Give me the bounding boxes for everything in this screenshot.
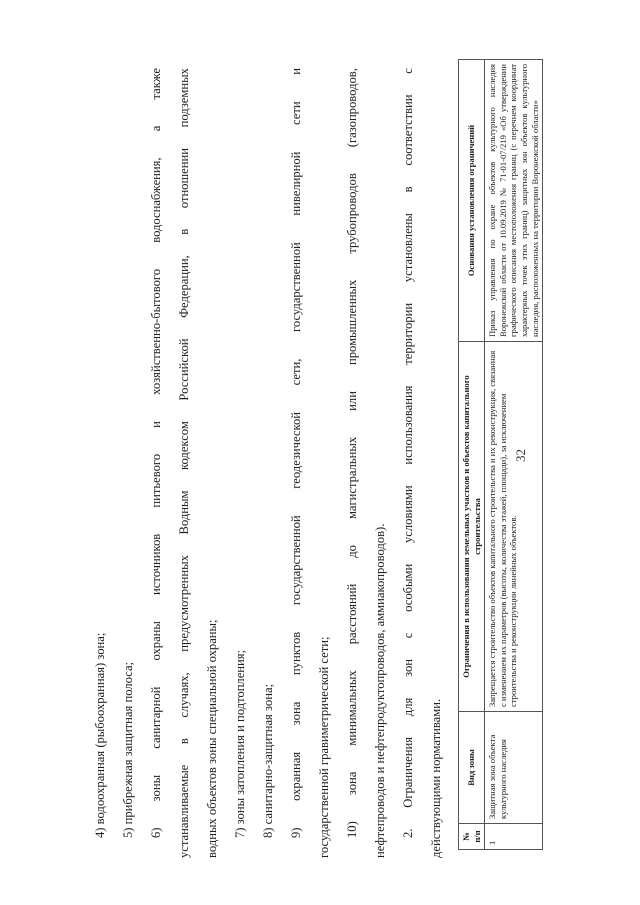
word: условиями	[401, 485, 415, 544]
header-restrictions: Ограничения в использовании земельных участков и объектов капитального строительства	[459, 342, 485, 712]
table-row	[485, 60, 543, 850]
word: случаях,	[177, 672, 191, 718]
page-number: 32	[513, 449, 528, 462]
list-item-9-line-1	[284, 68, 309, 838]
list-item-5: 5) прибрежная защитная полоса;	[121, 661, 135, 838]
rotated-landscape-content	[66, 53, 576, 858]
word: или	[345, 391, 359, 411]
paragraph-2-line-2: действующими нормативами.	[429, 698, 443, 858]
cell-restrictions: Запрещается строительство объектов капитального строительства и их реконструкция, связанная с изменением их параметров (высоты, количества этажей, площади), за исключением строительства и реконструкции линейных объектов.	[485, 342, 543, 712]
word: 2.	[401, 828, 415, 838]
word: с	[401, 68, 415, 74]
word: Ограничения	[401, 736, 415, 808]
word: для	[401, 697, 415, 717]
word: с	[401, 632, 415, 639]
restrictions-table	[458, 59, 543, 850]
header-zone: Вид зоны	[459, 712, 485, 824]
word: питьевого	[149, 453, 163, 508]
word: Российской	[177, 338, 191, 401]
word: особыми	[401, 563, 415, 612]
word: отношении	[177, 148, 191, 209]
cell-num: 1	[485, 824, 543, 850]
word: сети	[289, 101, 303, 125]
word: государственной	[289, 515, 303, 606]
table-header-row	[459, 60, 485, 850]
word: сети,	[289, 358, 303, 386]
word: до	[345, 545, 359, 558]
list-item-9-line-2: государственной гравиметрической сети;	[317, 636, 331, 858]
word: магистральных	[345, 436, 359, 519]
word: водоснабжения,	[149, 157, 163, 243]
word: устанавливаемые	[177, 764, 191, 858]
word: 10)	[345, 821, 359, 838]
word: государственной	[289, 242, 303, 333]
word: зоны	[149, 774, 163, 802]
word: зон	[401, 658, 415, 677]
word: установлены	[401, 213, 415, 283]
word: расстояний	[345, 583, 359, 645]
list-item-10-line-2: нефтепроводов и нефтепродуктопроводов, аммиакопроводов).	[373, 523, 387, 858]
list-item-4: 4) водоохранная (рыбоохранная) зона;	[93, 632, 107, 838]
header-basis: Основания установления ограничений	[459, 60, 485, 342]
word: предусмотренных	[177, 555, 191, 652]
list-item-6-line-1	[144, 68, 169, 838]
word: трубопроводов	[345, 173, 359, 254]
word: зона	[289, 701, 303, 726]
word: минимальных	[345, 670, 359, 746]
list-item-7: 7) зоны затопления и подтопления;	[233, 649, 247, 838]
cell-zone: Защитная зона объекта культурного наследия	[485, 712, 543, 824]
paragraph-2-line-1	[396, 68, 421, 838]
word: и	[149, 421, 163, 428]
word: использования	[401, 385, 415, 465]
list-item-6-line-2	[172, 68, 197, 858]
list-item-6-line-3: водных объектов зоны специальной охраны;	[205, 619, 219, 858]
word: Федерации,	[177, 255, 191, 318]
list-item-8: 8) санитарно-защитная зона;	[261, 683, 275, 838]
cell-basis: Приказ управления по охране объектов культурного наследия Воронежской области от 10.09.2019 № 71-01-07/219 «Об утверждении графического описания местоположения границ (с перечнем координат характерных точек этих границ) защитных зон объектов культурного наследия, расположенных на территории Воронежской области»	[485, 60, 543, 342]
word: охранная	[289, 751, 303, 801]
word: источников	[149, 533, 163, 595]
word: геодезической	[289, 412, 303, 489]
word: и	[289, 68, 303, 75]
word: 9)	[289, 827, 303, 838]
word: территории	[401, 302, 415, 365]
word: хозяйственно-бытового	[149, 268, 163, 395]
word: в	[177, 228, 191, 235]
word: соответствии	[401, 94, 415, 166]
word: подземных	[177, 68, 191, 128]
header-num: № п/п	[459, 824, 485, 850]
word: Водным	[177, 490, 191, 535]
word: а	[149, 125, 163, 132]
word: также	[149, 68, 163, 100]
word: зона	[345, 771, 359, 796]
word: промышленных	[345, 279, 359, 366]
word: санитарной	[149, 686, 163, 749]
word: нивелирной	[289, 151, 303, 216]
word: в	[177, 738, 191, 745]
word: пунктов	[289, 631, 303, 676]
word: охраны	[149, 621, 163, 661]
word: кодексом	[177, 421, 191, 470]
list-item-10-line-1	[340, 68, 365, 838]
word: 6)	[149, 827, 163, 838]
word: (газопроводов,	[345, 68, 359, 148]
word: в	[401, 186, 415, 193]
